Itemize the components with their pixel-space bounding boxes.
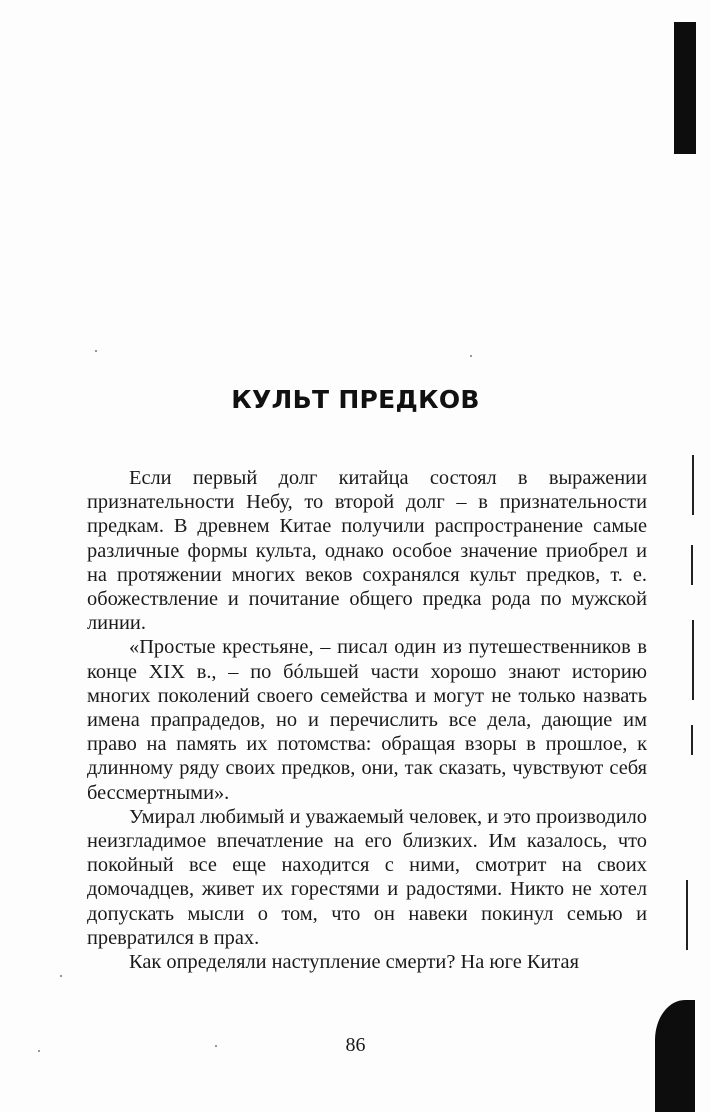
scan-edge-shadow-top: [674, 22, 696, 154]
body-text: [87, 466, 647, 974]
paragraph: «Простые крестьяне, – писал один из путешественников в конце XIX в., – по бóльшей части хорошо знают историю многих поколений своего семейства и могут не только назвать имена прапрадедов, но и перечислить все дела, дающие им право на память их потомства: обращая взоры в прошлое, к длинному ряду своих предков, они, так сказать, чувствуют себя бессмертными».: [87, 636, 647, 804]
scan-speck: [60, 975, 62, 977]
scan-edge-line: [692, 620, 694, 700]
scan-speck: [95, 350, 97, 352]
page-number: 86: [345, 1034, 366, 1056]
scan-edge-line: [691, 545, 693, 585]
scan-edge-line: [691, 725, 693, 755]
paragraph: Если первый долг китайца состоял в выражении признательности Небу, то второй долг – в признательности предкам. В древнем Китае получили распространение самые различные формы культа, однако особое значение приобрел и на протяжении многих веков сохранялся культ предков, т. е. обожествление и почитание общего предка рода по мужской линии.: [87, 467, 647, 635]
paragraph: Как определяли наступление смерти? На юге Китая: [129, 951, 579, 974]
paragraph: Умирал любимый и уважаемый человек, и это производило неизгладимое впечатление на его близких. Им казалось, что покойный все еще находится с ними, смотрит на своих домочадцев, живет их горестями и радостями. Никто не хотел допускать мысли о том, что он навеки покинул семью и превратился в прах.: [87, 805, 647, 949]
chapter-title: КУЛЬТ ПРЕДКОВ: [231, 385, 480, 414]
scan-edge-line: [692, 455, 694, 515]
scan-speck: [470, 355, 472, 357]
scan-edge-line: [686, 880, 688, 950]
